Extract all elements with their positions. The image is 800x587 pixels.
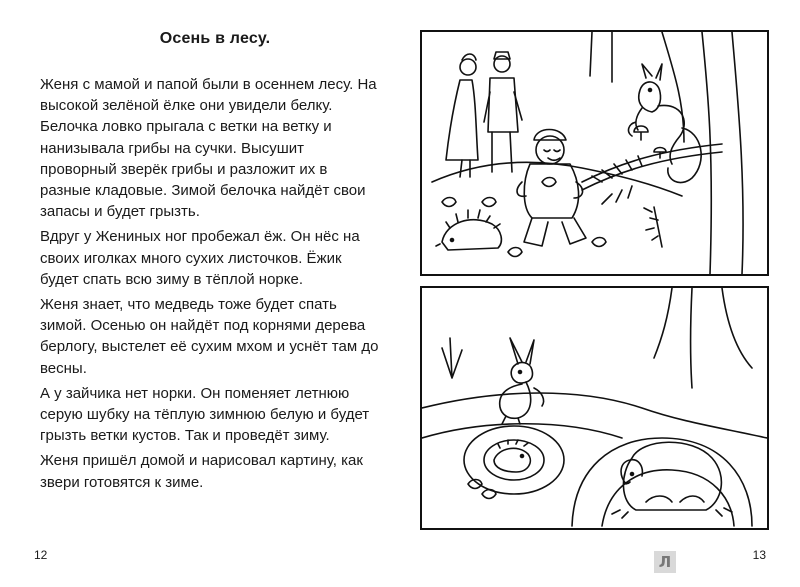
story-title: Осень в лесу. [159,30,271,47]
winter-hare-hedgehog-bear-illustration [422,288,767,528]
story-paragraph: Вдруг у Жениных ног пробежал ёж. Он нёс на своих иголках много сухих листочков. Ёжик будет спать всю зиму в тёплой норке. [40,228,360,288]
forest-family-squirrel-hedgehog-illustration [422,32,767,274]
winter-den-illustration [420,286,769,530]
story-paragraph: Женя с мамой и папой были в осеннем лесу. На высокой зелёной ёлке они увидели белку. Белочка ловко прыгала с ветки на ветку и нанизывала грибы на сучки. Высушит проворный зверёк грибы и разложит их в разные кладовые. Зимой белочка найдёт свои запасы и будет грызть. [40,76,377,221]
story-paragraph: А у зайчика нет норки. Он поменяет летнюю серую шубку на тёплую зимнюю белую и будет грызть ветки кустов. Так и проведёт зиму. [40,384,370,445]
page-number-left: 12 [34,548,48,562]
publisher-logo: Л [654,551,676,573]
right-page [400,0,800,587]
page-number-right: 13 [752,548,766,562]
autumn-forest-illustration [420,30,769,276]
story-paragraph: Женя пришёл домой и нарисовал картину, как звери готовятся к зиме. [40,452,363,491]
story-text [40,74,380,497]
story-paragraph: Женя знает, что медведь тоже будет спать зимой. Осенью он найдёт под корнями дерева берлогу, выстелет её сухим мхом и уснёт там до весны. [40,296,379,377]
